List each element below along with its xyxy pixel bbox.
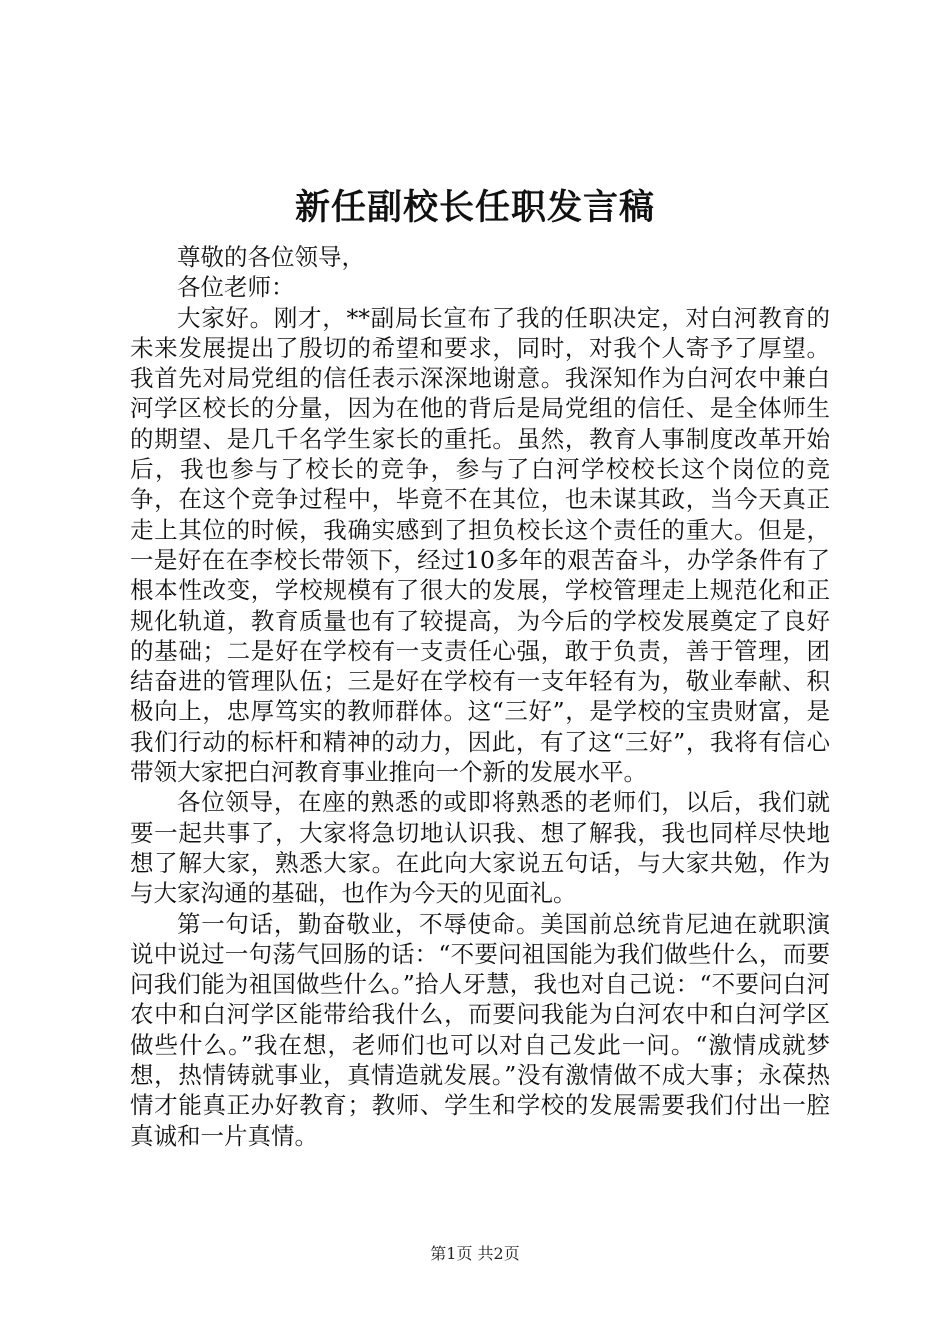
- document-body: [130, 242, 830, 1151]
- salutation-teachers: 各位老师：: [177, 273, 295, 302]
- paragraph-first-point: 第一句话，勤奋敬业，不辱使命。美国前总统肯尼迪在就职演说中说过一句荡气回肠的话：“不要问祖国能为我们做些什么，而要问我们能为祖国做些什么。”拾人牙慧，我也对自己说：“不要问白河农中和白河学区能带给我什么，而要问我能为白河农中和白河学区做些什么。”我在想，老师们也可以对自己发此一问。“激情成就梦想，热情铸就事业，真情造就发展。”没有激情做不成大事；永葆热情才能真正办好教育；教师、学生和学校的发展需要我们付出一腔真诚和一片真情。: [130, 909, 830, 1150]
- salutation-leaders: 尊敬的各位领导，: [177, 243, 365, 271]
- paragraph-introduction: 各位领导，在座的熟悉的或即将熟悉的老师们，以后，我们就要一起共事了，大家将急切地认识我、想了解我，我也同样尽快地想了解大家，熟悉大家。在此向大家说五句话，与大家共勉，作为与大家沟通的基础，也作为今天的见面礼。: [130, 788, 830, 908]
- document-title: 新任副校长任职发言稿: [294, 187, 655, 228]
- paragraph-greeting: 大家好。刚才，**副局长宣布了我的任职决定，对白河教育的未来发展提出了殷切的希望和要求，同时，对我个人寄予了厚望。我首先对局党组的信任表示深深地谢意。我深知作为白河农中兼白河学区校长的分量，因为在他的背后是局党组的信任、是全体师生的期望、是几千名学生家长的重托。虽然，教育人事制度改革开始后，我也参与了校长的竞争，参与了白河学校校长这个岗位的竞争，在这个竞争过程中，毕竟不在其位，也未谋其政，当今天真正走上其位的时候，我确实感到了担负校长这个责任的重大。但是，一是好在在李校长带领下，经过10多年的艰苦奋斗，办学条件有了根本性改变，学校规模有了很大的发展，学校管理走上规范化和正规化轨道，教育质量也有了较提高，为今后的学校发展奠定了良好的基础；二是好在学校有一支责任心强，敢于负责，善于管理，团结奋进的管理队伍；三是好在学校有一支年轻有为，敬业奉献、积极向上，忠厚笃实的教师群体。这“三好”，是学校的宝贵财富，是我们行动的标杆和精神的动力，因此，有了这“三好”，我将有信心带领大家把白河教育事业推向一个新的发展水平。: [130, 303, 830, 787]
- page-number-footer: 第1页 共2页: [430, 1244, 520, 1263]
